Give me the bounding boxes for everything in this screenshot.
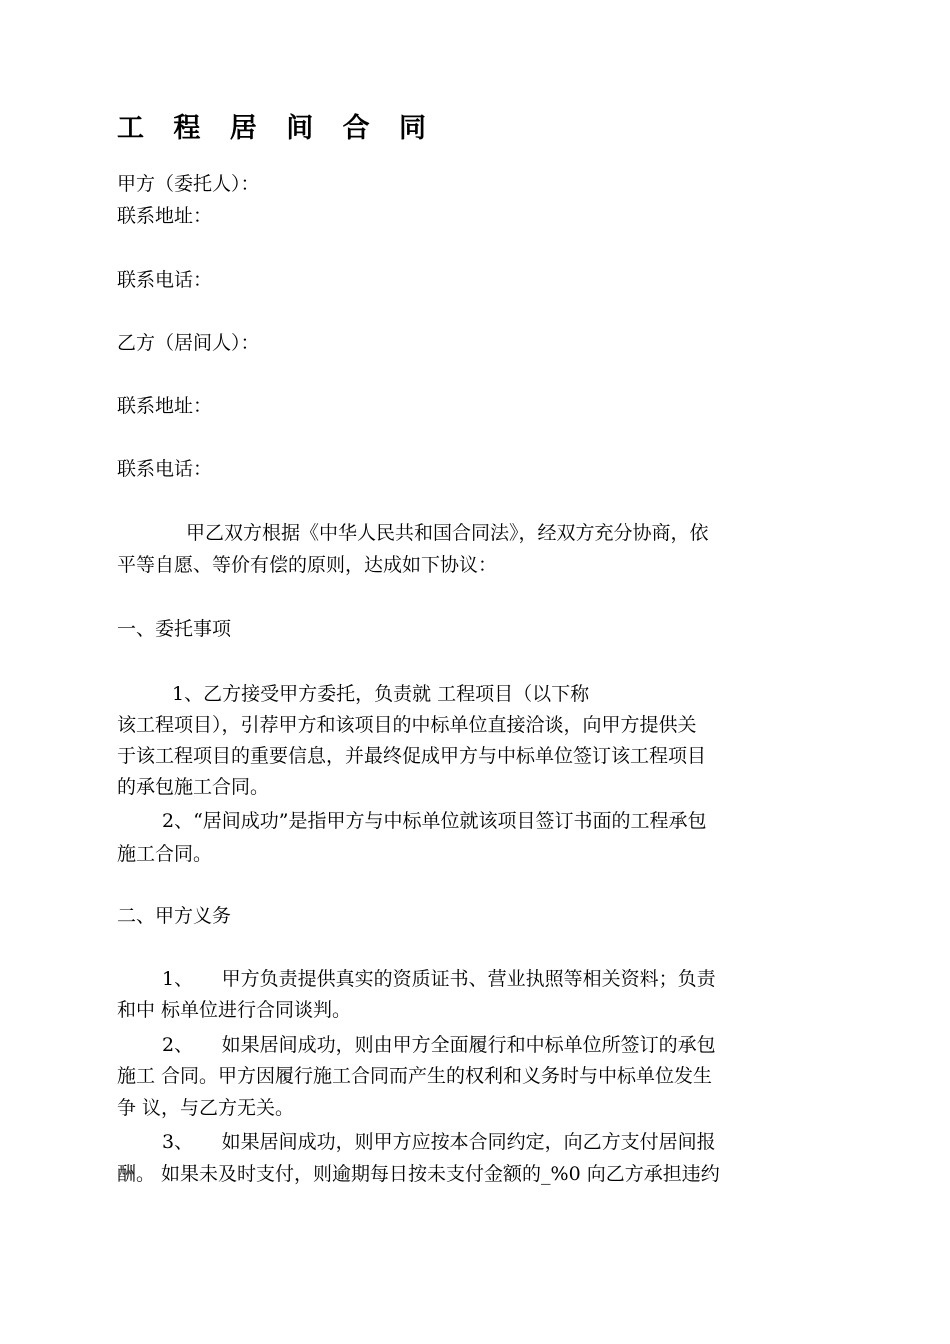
party-a-phone-label: 联系电话： [117,269,213,291]
clause-line: 和中 标单位进行合同谈判。 [117,999,352,1021]
party-a-label: 甲方（委托人）： [117,173,260,195]
section-heading-party-a-obligations: 二、甲方义务 [117,905,232,927]
clause-line: 于该工程项目的重要信息，并最终促成甲方与中标单位签订该工程项目 [117,745,707,767]
clause-line: 争 议，与乙方无关。 [117,1097,295,1119]
party-a-address-label: 联系地址： [117,205,213,227]
clause-line: 施工合同。 [117,843,213,865]
party-b-phone-label: 联系电话： [117,458,213,480]
party-b-address-label: 联系地址： [117,395,213,417]
clause-line: 施工 合同。甲方因履行施工合同而产生的权利和义务时与中标单位发生 [117,1065,713,1087]
clause-line: 1、乙方接受甲方委托，负责就 工程项目（以下称 [172,683,590,705]
clause-line: 酬。 如果未及时支付，则逾期每日按未支付金额的_%0 向乙方承担违约 [117,1163,720,1185]
clause-line: 的承包施工合同。 [117,776,270,798]
clause-line: 2、 如果居间成功，则由甲方全面履行和中标单位所签订的承包 [162,1034,716,1056]
document-title: 工 程 居 间 合 同 [117,113,436,144]
clause-line: 该工程项目），引荐甲方和该项目的中标单位直接洽谈，向甲方提供关 [117,714,697,736]
preamble-line: 平等自愿、等价有偿的原则，达成如下协议： [117,554,498,576]
preamble-line: 甲乙双方根据《中华人民共和国合同法》，经双方充分协商，依 [186,522,709,544]
clause-line: 1、 甲方负责提供真实的资质证书、营业执照等相关资料；负责 [162,968,716,990]
section-heading-entrusted-matters: 一、委托事项 [117,618,232,640]
party-b-label: 乙方（居间人）： [117,332,260,354]
clause-line: 3、 如果居间成功，则甲方应按本合同约定，向乙方支付居间报 [162,1131,716,1153]
clause-line: 2、“居间成功”是指甲方与中标单位就该项目签订书面的工程承包 [162,810,707,832]
